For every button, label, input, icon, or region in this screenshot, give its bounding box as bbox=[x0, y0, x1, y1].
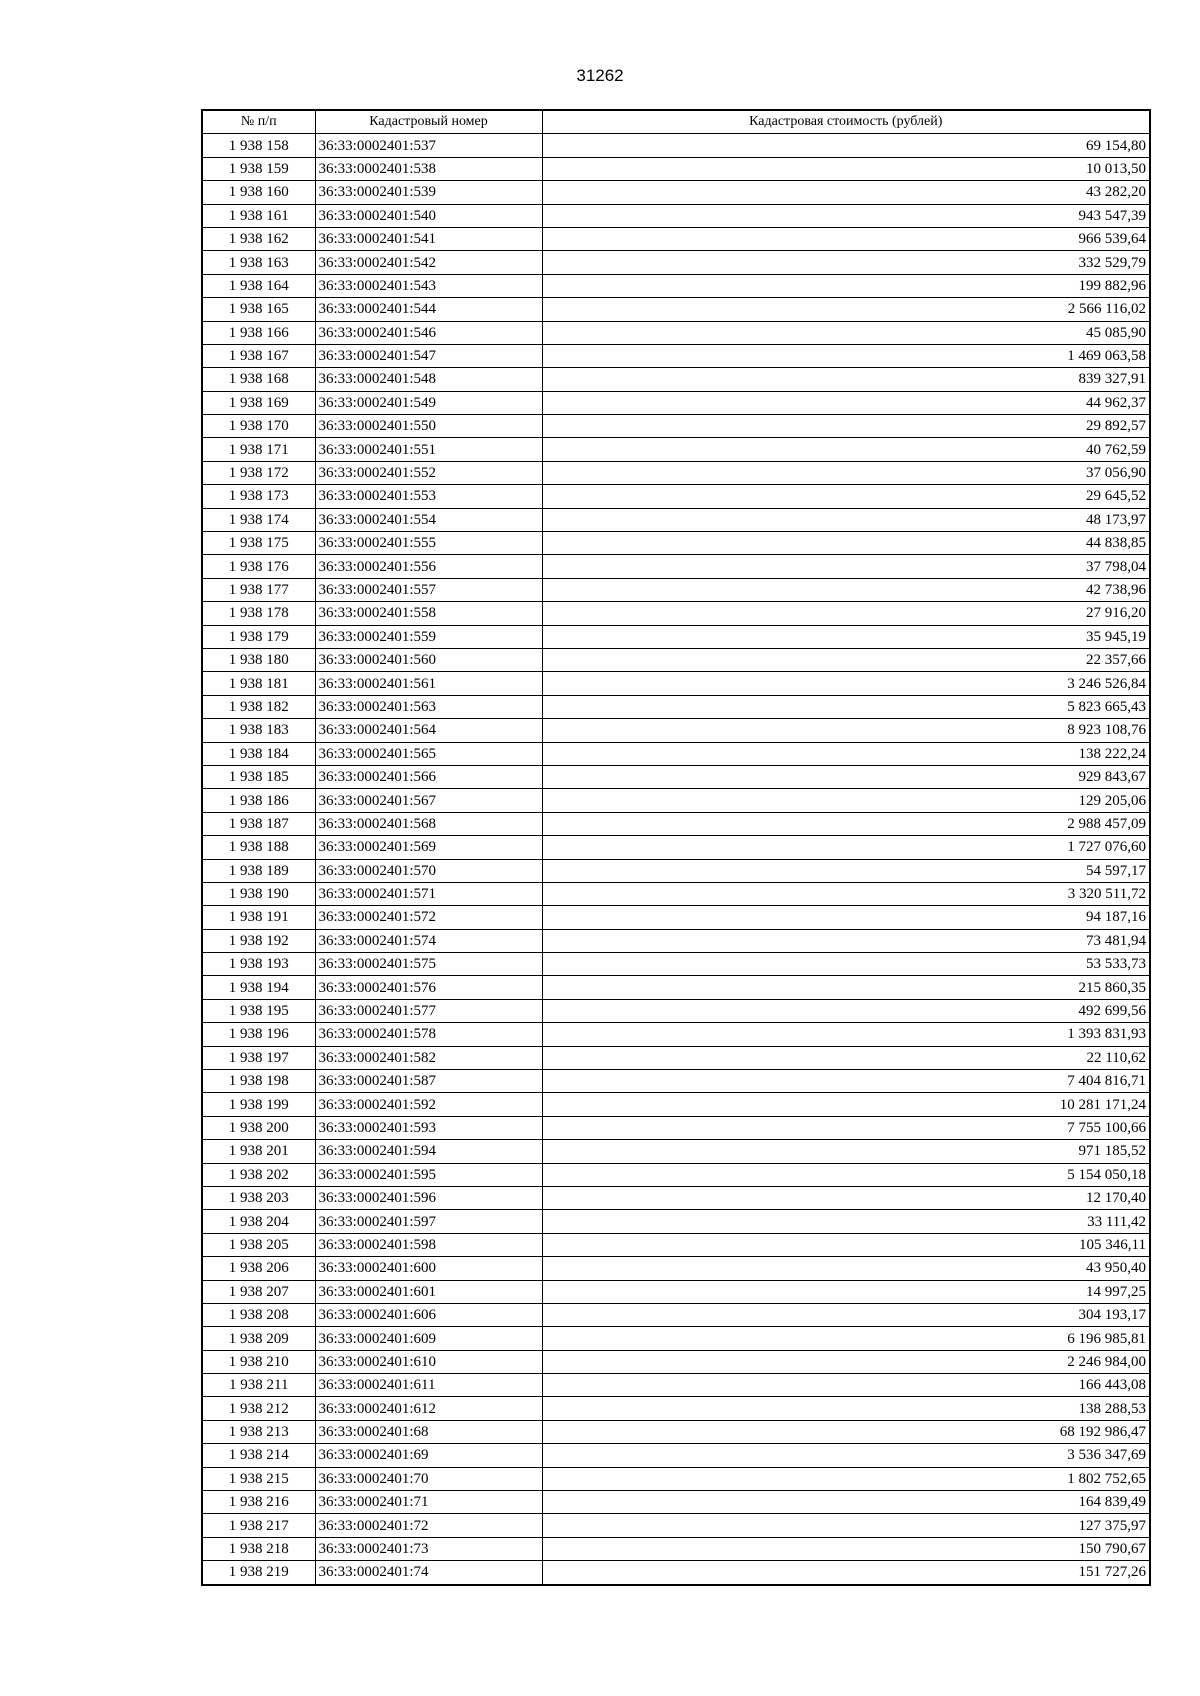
row-number: 1 938 206 bbox=[202, 1257, 315, 1280]
cadastral-value: 48 173,97 bbox=[542, 508, 1150, 531]
cadastral-value: 3 246 526,84 bbox=[542, 672, 1150, 695]
cadastral-value: 10 013,50 bbox=[542, 157, 1150, 180]
table-row bbox=[202, 344, 1150, 367]
cadastral-value: 105 346,11 bbox=[542, 1233, 1150, 1256]
cadastral-value-table bbox=[201, 109, 1151, 1586]
cadastral-value: 5 823 665,43 bbox=[542, 695, 1150, 718]
cadastral-number: 36:33:0002401:571 bbox=[315, 882, 542, 905]
cadastral-value: 971 185,52 bbox=[542, 1140, 1150, 1163]
row-number: 1 938 196 bbox=[202, 1023, 315, 1046]
table-row bbox=[202, 882, 1150, 905]
row-number: 1 938 171 bbox=[202, 438, 315, 461]
cadastral-value: 164 839,49 bbox=[542, 1491, 1150, 1514]
table-row bbox=[202, 1163, 1150, 1186]
table-row bbox=[202, 648, 1150, 671]
cadastral-number: 36:33:0002401:610 bbox=[315, 1350, 542, 1373]
row-number: 1 938 187 bbox=[202, 812, 315, 835]
cadastral-value: 332 529,79 bbox=[542, 251, 1150, 274]
table-body bbox=[202, 134, 1150, 1585]
cadastral-number: 36:33:0002401:558 bbox=[315, 602, 542, 625]
cadastral-number: 36:33:0002401:611 bbox=[315, 1374, 542, 1397]
cadastral-value: 215 860,35 bbox=[542, 976, 1150, 999]
cadastral-number: 36:33:0002401:548 bbox=[315, 368, 542, 391]
cadastral-number: 36:33:0002401:561 bbox=[315, 672, 542, 695]
cadastral-value: 2 566 116,02 bbox=[542, 298, 1150, 321]
row-number: 1 938 191 bbox=[202, 906, 315, 929]
cadastral-value: 2 246 984,00 bbox=[542, 1350, 1150, 1373]
table-row bbox=[202, 812, 1150, 835]
cadastral-value: 14 997,25 bbox=[542, 1280, 1150, 1303]
row-number: 1 938 205 bbox=[202, 1233, 315, 1256]
table-row bbox=[202, 555, 1150, 578]
cadastral-value: 1 802 752,65 bbox=[542, 1467, 1150, 1490]
column-header-number: № п/п bbox=[202, 110, 315, 134]
cadastral-number: 36:33:0002401:578 bbox=[315, 1023, 542, 1046]
cadastral-value: 304 193,17 bbox=[542, 1303, 1150, 1326]
cadastral-number: 36:33:0002401:574 bbox=[315, 929, 542, 952]
cadastral-number: 36:33:0002401:593 bbox=[315, 1116, 542, 1139]
cadastral-number: 36:33:0002401:541 bbox=[315, 227, 542, 250]
table-row bbox=[202, 438, 1150, 461]
row-number: 1 938 214 bbox=[202, 1444, 315, 1467]
cadastral-number: 36:33:0002401:612 bbox=[315, 1397, 542, 1420]
cadastral-number: 36:33:0002401:74 bbox=[315, 1561, 542, 1585]
cadastral-number: 36:33:0002401:575 bbox=[315, 953, 542, 976]
table-row bbox=[202, 765, 1150, 788]
row-number: 1 938 186 bbox=[202, 789, 315, 812]
table-row bbox=[202, 672, 1150, 695]
cadastral-number: 36:33:0002401:594 bbox=[315, 1140, 542, 1163]
table-row bbox=[202, 1514, 1150, 1537]
table-row bbox=[202, 953, 1150, 976]
cadastral-value: 1 393 831,93 bbox=[542, 1023, 1150, 1046]
table-row bbox=[202, 1303, 1150, 1326]
table-row bbox=[202, 415, 1150, 438]
row-number: 1 938 219 bbox=[202, 1561, 315, 1585]
row-number: 1 938 185 bbox=[202, 765, 315, 788]
cadastral-number: 36:33:0002401:69 bbox=[315, 1444, 542, 1467]
cadastral-value: 73 481,94 bbox=[542, 929, 1150, 952]
row-number: 1 938 218 bbox=[202, 1537, 315, 1560]
cadastral-number: 36:33:0002401:542 bbox=[315, 251, 542, 274]
cadastral-value: 10 281 171,24 bbox=[542, 1093, 1150, 1116]
row-number: 1 938 179 bbox=[202, 625, 315, 648]
row-number: 1 938 189 bbox=[202, 859, 315, 882]
cadastral-number: 36:33:0002401:601 bbox=[315, 1280, 542, 1303]
table-row bbox=[202, 906, 1150, 929]
row-number: 1 938 183 bbox=[202, 719, 315, 742]
cadastral-value: 27 916,20 bbox=[542, 602, 1150, 625]
table-row bbox=[202, 789, 1150, 812]
cadastral-value: 2 988 457,09 bbox=[542, 812, 1150, 835]
row-number: 1 938 209 bbox=[202, 1327, 315, 1350]
cadastral-number: 36:33:0002401:587 bbox=[315, 1070, 542, 1093]
row-number: 1 938 202 bbox=[202, 1163, 315, 1186]
cadastral-value: 33 111,42 bbox=[542, 1210, 1150, 1233]
table-row bbox=[202, 204, 1150, 227]
cadastral-number: 36:33:0002401:563 bbox=[315, 695, 542, 718]
cadastral-number: 36:33:0002401:559 bbox=[315, 625, 542, 648]
row-number: 1 938 158 bbox=[202, 134, 315, 157]
cadastral-number: 36:33:0002401:550 bbox=[315, 415, 542, 438]
table-row bbox=[202, 485, 1150, 508]
cadastral-value: 35 945,19 bbox=[542, 625, 1150, 648]
row-number: 1 938 217 bbox=[202, 1514, 315, 1537]
cadastral-value: 138 222,24 bbox=[542, 742, 1150, 765]
table-row bbox=[202, 227, 1150, 250]
table-row bbox=[202, 719, 1150, 742]
row-number: 1 938 173 bbox=[202, 485, 315, 508]
cadastral-value: 94 187,16 bbox=[542, 906, 1150, 929]
cadastral-value: 127 375,97 bbox=[542, 1514, 1150, 1537]
row-number: 1 938 180 bbox=[202, 648, 315, 671]
cadastral-number: 36:33:0002401:582 bbox=[315, 1046, 542, 1069]
cadastral-number: 36:33:0002401:592 bbox=[315, 1093, 542, 1116]
cadastral-number: 36:33:0002401:560 bbox=[315, 648, 542, 671]
cadastral-value: 151 727,26 bbox=[542, 1561, 1150, 1585]
row-number: 1 938 176 bbox=[202, 555, 315, 578]
table-row bbox=[202, 602, 1150, 625]
cadastral-number: 36:33:0002401:576 bbox=[315, 976, 542, 999]
row-number: 1 938 175 bbox=[202, 532, 315, 555]
table-row bbox=[202, 1023, 1150, 1046]
table-row bbox=[202, 1561, 1150, 1585]
cadastral-number: 36:33:0002401:554 bbox=[315, 508, 542, 531]
cadastral-value: 54 597,17 bbox=[542, 859, 1150, 882]
table-row bbox=[202, 251, 1150, 274]
cadastral-value: 6 196 985,81 bbox=[542, 1327, 1150, 1350]
row-number: 1 938 211 bbox=[202, 1374, 315, 1397]
table-row bbox=[202, 578, 1150, 601]
cadastral-number: 36:33:0002401:549 bbox=[315, 391, 542, 414]
cadastral-number: 36:33:0002401:577 bbox=[315, 999, 542, 1022]
row-number: 1 938 204 bbox=[202, 1210, 315, 1233]
cadastral-value: 199 882,96 bbox=[542, 274, 1150, 297]
row-number: 1 938 172 bbox=[202, 461, 315, 484]
cadastral-number: 36:33:0002401:598 bbox=[315, 1233, 542, 1256]
table-row bbox=[202, 181, 1150, 204]
cadastral-value: 53 533,73 bbox=[542, 953, 1150, 976]
table-row bbox=[202, 532, 1150, 555]
table-row bbox=[202, 1280, 1150, 1303]
cadastral-number: 36:33:0002401:553 bbox=[315, 485, 542, 508]
cadastral-number: 36:33:0002401:70 bbox=[315, 1467, 542, 1490]
table-row bbox=[202, 625, 1150, 648]
cadastral-number: 36:33:0002401:597 bbox=[315, 1210, 542, 1233]
table-row bbox=[202, 742, 1150, 765]
row-number: 1 938 174 bbox=[202, 508, 315, 531]
row-number: 1 938 198 bbox=[202, 1070, 315, 1093]
cadastral-number: 36:33:0002401:551 bbox=[315, 438, 542, 461]
cadastral-value: 12 170,40 bbox=[542, 1186, 1150, 1209]
row-number: 1 938 170 bbox=[202, 415, 315, 438]
column-header-cadastral-number: Кадастровый номер bbox=[315, 110, 542, 134]
row-number: 1 938 184 bbox=[202, 742, 315, 765]
table-row bbox=[202, 157, 1150, 180]
table-row bbox=[202, 976, 1150, 999]
table-row bbox=[202, 1070, 1150, 1093]
row-number: 1 938 178 bbox=[202, 602, 315, 625]
cadastral-number: 36:33:0002401:557 bbox=[315, 578, 542, 601]
table-row bbox=[202, 134, 1150, 157]
table-row bbox=[202, 1257, 1150, 1280]
row-number: 1 938 208 bbox=[202, 1303, 315, 1326]
table-row bbox=[202, 321, 1150, 344]
row-number: 1 938 195 bbox=[202, 999, 315, 1022]
cadastral-value: 3 536 347,69 bbox=[542, 1444, 1150, 1467]
cadastral-value: 42 738,96 bbox=[542, 578, 1150, 601]
cadastral-number: 36:33:0002401:606 bbox=[315, 1303, 542, 1326]
cadastral-value: 7 755 100,66 bbox=[542, 1116, 1150, 1139]
table-row bbox=[202, 1397, 1150, 1420]
table-row bbox=[202, 1537, 1150, 1560]
table-row bbox=[202, 1350, 1150, 1373]
cadastral-number: 36:33:0002401:544 bbox=[315, 298, 542, 321]
cadastral-number: 36:33:0002401:543 bbox=[315, 274, 542, 297]
cadastral-number: 36:33:0002401:546 bbox=[315, 321, 542, 344]
cadastral-value: 44 838,85 bbox=[542, 532, 1150, 555]
row-number: 1 938 169 bbox=[202, 391, 315, 414]
table-row bbox=[202, 368, 1150, 391]
row-number: 1 938 197 bbox=[202, 1046, 315, 1069]
table-row bbox=[202, 929, 1150, 952]
row-number: 1 938 201 bbox=[202, 1140, 315, 1163]
table-row bbox=[202, 274, 1150, 297]
cadastral-value: 22 110,62 bbox=[542, 1046, 1150, 1069]
row-number: 1 938 210 bbox=[202, 1350, 315, 1373]
cadastral-number: 36:33:0002401:600 bbox=[315, 1257, 542, 1280]
cadastral-value: 492 699,56 bbox=[542, 999, 1150, 1022]
cadastral-value: 29 892,57 bbox=[542, 415, 1150, 438]
cadastral-number: 36:33:0002401:596 bbox=[315, 1186, 542, 1209]
cadastral-value: 68 192 986,47 bbox=[542, 1420, 1150, 1443]
cadastral-value: 943 547,39 bbox=[542, 204, 1150, 227]
cadastral-value: 3 320 511,72 bbox=[542, 882, 1150, 905]
row-number: 1 938 160 bbox=[202, 181, 315, 204]
cadastral-number: 36:33:0002401:537 bbox=[315, 134, 542, 157]
table-row bbox=[202, 1116, 1150, 1139]
row-number: 1 938 216 bbox=[202, 1491, 315, 1514]
cadastral-number: 36:33:0002401:73 bbox=[315, 1537, 542, 1560]
row-number: 1 938 192 bbox=[202, 929, 315, 952]
table-row bbox=[202, 1444, 1150, 1467]
row-number: 1 938 190 bbox=[202, 882, 315, 905]
row-number: 1 938 159 bbox=[202, 157, 315, 180]
cadastral-value: 40 762,59 bbox=[542, 438, 1150, 461]
row-number: 1 938 213 bbox=[202, 1420, 315, 1443]
row-number: 1 938 188 bbox=[202, 836, 315, 859]
row-number: 1 938 163 bbox=[202, 251, 315, 274]
cadastral-number: 36:33:0002401:552 bbox=[315, 461, 542, 484]
cadastral-value: 8 923 108,76 bbox=[542, 719, 1150, 742]
table-header-row bbox=[202, 110, 1150, 134]
table-row bbox=[202, 1233, 1150, 1256]
table-row bbox=[202, 508, 1150, 531]
table-row bbox=[202, 1327, 1150, 1350]
table-row bbox=[202, 461, 1150, 484]
table-row bbox=[202, 1420, 1150, 1443]
table-row bbox=[202, 999, 1150, 1022]
cadastral-value: 129 205,06 bbox=[542, 789, 1150, 812]
cadastral-number: 36:33:0002401:565 bbox=[315, 742, 542, 765]
row-number: 1 938 167 bbox=[202, 344, 315, 367]
cadastral-value: 22 357,66 bbox=[542, 648, 1150, 671]
row-number: 1 938 193 bbox=[202, 953, 315, 976]
cadastral-number: 36:33:0002401:71 bbox=[315, 1491, 542, 1514]
table-row bbox=[202, 836, 1150, 859]
row-number: 1 938 168 bbox=[202, 368, 315, 391]
cadastral-value: 29 645,52 bbox=[542, 485, 1150, 508]
table-row bbox=[202, 1186, 1150, 1209]
cadastral-number: 36:33:0002401:68 bbox=[315, 1420, 542, 1443]
table-row bbox=[202, 1093, 1150, 1116]
cadastral-value: 5 154 050,18 bbox=[542, 1163, 1150, 1186]
cadastral-number: 36:33:0002401:570 bbox=[315, 859, 542, 882]
row-number: 1 938 212 bbox=[202, 1397, 315, 1420]
cadastral-value: 44 962,37 bbox=[542, 391, 1150, 414]
cadastral-number: 36:33:0002401:609 bbox=[315, 1327, 542, 1350]
cadastral-value: 150 790,67 bbox=[542, 1537, 1150, 1560]
cadastral-number: 36:33:0002401:540 bbox=[315, 204, 542, 227]
cadastral-number: 36:33:0002401:566 bbox=[315, 765, 542, 788]
cadastral-number: 36:33:0002401:555 bbox=[315, 532, 542, 555]
cadastral-value: 166 443,08 bbox=[542, 1374, 1150, 1397]
cadastral-number: 36:33:0002401:539 bbox=[315, 181, 542, 204]
cadastral-value: 966 539,64 bbox=[542, 227, 1150, 250]
row-number: 1 938 161 bbox=[202, 204, 315, 227]
cadastral-value: 839 327,91 bbox=[542, 368, 1150, 391]
row-number: 1 938 215 bbox=[202, 1467, 315, 1490]
cadastral-value: 7 404 816,71 bbox=[542, 1070, 1150, 1093]
table-row bbox=[202, 1374, 1150, 1397]
cadastral-number: 36:33:0002401:556 bbox=[315, 555, 542, 578]
table-row bbox=[202, 391, 1150, 414]
cadastral-number: 36:33:0002401:568 bbox=[315, 812, 542, 835]
row-number: 1 938 177 bbox=[202, 578, 315, 601]
cadastral-value: 37 056,90 bbox=[542, 461, 1150, 484]
row-number: 1 938 166 bbox=[202, 321, 315, 344]
row-number: 1 938 194 bbox=[202, 976, 315, 999]
row-number: 1 938 162 bbox=[202, 227, 315, 250]
cadastral-number: 36:33:0002401:567 bbox=[315, 789, 542, 812]
cadastral-value: 1 469 063,58 bbox=[542, 344, 1150, 367]
row-number: 1 938 182 bbox=[202, 695, 315, 718]
row-number: 1 938 164 bbox=[202, 274, 315, 297]
cadastral-number: 36:33:0002401:538 bbox=[315, 157, 542, 180]
row-number: 1 938 203 bbox=[202, 1186, 315, 1209]
cadastral-number: 36:33:0002401:72 bbox=[315, 1514, 542, 1537]
table-row bbox=[202, 695, 1150, 718]
table-row bbox=[202, 1046, 1150, 1069]
row-number: 1 938 199 bbox=[202, 1093, 315, 1116]
table-row bbox=[202, 298, 1150, 321]
cadastral-value: 69 154,80 bbox=[542, 134, 1150, 157]
row-number: 1 938 165 bbox=[202, 298, 315, 321]
cadastral-number: 36:33:0002401:564 bbox=[315, 719, 542, 742]
row-number: 1 938 200 bbox=[202, 1116, 315, 1139]
cadastral-value: 43 282,20 bbox=[542, 181, 1150, 204]
cadastral-value: 45 085,90 bbox=[542, 321, 1150, 344]
row-number: 1 938 181 bbox=[202, 672, 315, 695]
table-row bbox=[202, 1140, 1150, 1163]
cadastral-number: 36:33:0002401:569 bbox=[315, 836, 542, 859]
cadastral-value: 1 727 076,60 bbox=[542, 836, 1150, 859]
column-header-cadastral-value: Кадастровая стоимость (рублей) bbox=[542, 110, 1150, 134]
cadastral-value: 43 950,40 bbox=[542, 1257, 1150, 1280]
table-row bbox=[202, 859, 1150, 882]
cadastral-value: 37 798,04 bbox=[542, 555, 1150, 578]
cadastral-number: 36:33:0002401:572 bbox=[315, 906, 542, 929]
table-row bbox=[202, 1491, 1150, 1514]
cadastral-number: 36:33:0002401:595 bbox=[315, 1163, 542, 1186]
page-number: 31262 bbox=[576, 66, 624, 85]
cadastral-value: 138 288,53 bbox=[542, 1397, 1150, 1420]
cadastral-value: 929 843,67 bbox=[542, 765, 1150, 788]
cadastral-number: 36:33:0002401:547 bbox=[315, 344, 542, 367]
table-row bbox=[202, 1467, 1150, 1490]
row-number: 1 938 207 bbox=[202, 1280, 315, 1303]
table-row bbox=[202, 1210, 1150, 1233]
